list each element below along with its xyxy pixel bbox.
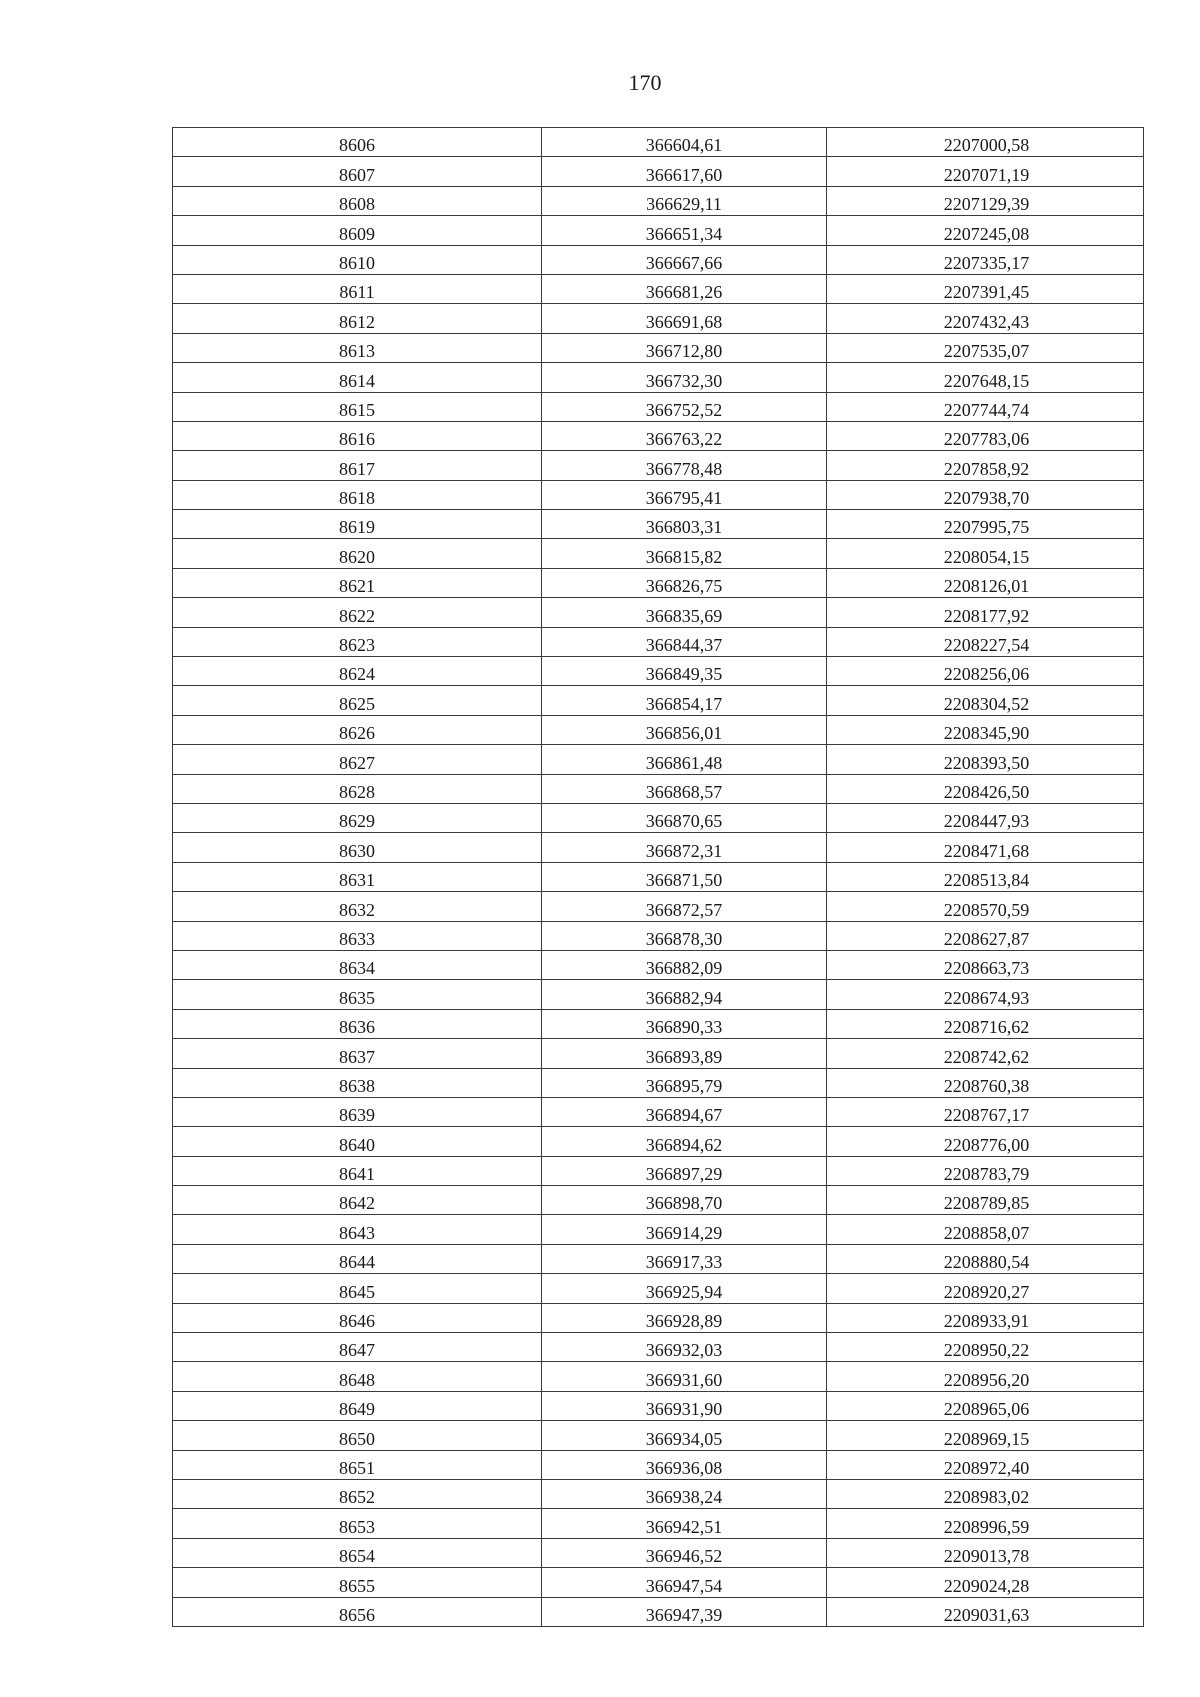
x-coordinate-cell: 366938,24	[542, 1479, 827, 1508]
x-coordinate-cell: 366856,01	[542, 715, 827, 744]
x-coordinate-cell: 366895,79	[542, 1068, 827, 1097]
table-row	[173, 1362, 1144, 1391]
x-coordinate-cell: 366893,89	[542, 1039, 827, 1068]
point-number-cell: 8622	[173, 598, 542, 627]
point-number-cell: 8610	[173, 245, 542, 274]
point-number-cell: 8627	[173, 745, 542, 774]
x-coordinate-cell: 366934,05	[542, 1421, 827, 1450]
point-number-cell: 8647	[173, 1333, 542, 1362]
x-coordinate-cell: 366844,37	[542, 627, 827, 656]
x-coordinate-cell: 366890,33	[542, 1009, 827, 1038]
table-row	[173, 1597, 1144, 1626]
y-coordinate-cell: 2207335,17	[827, 245, 1144, 274]
y-coordinate-cell: 2207391,45	[827, 274, 1144, 303]
table-row	[173, 1244, 1144, 1273]
table-row	[173, 657, 1144, 686]
table-row	[173, 480, 1144, 509]
point-number-cell: 8628	[173, 774, 542, 803]
point-number-cell: 8631	[173, 862, 542, 891]
point-number-cell: 8613	[173, 333, 542, 362]
point-number-cell: 8606	[173, 128, 542, 157]
x-coordinate-cell: 366946,52	[542, 1538, 827, 1567]
y-coordinate-cell: 2208716,62	[827, 1009, 1144, 1038]
x-coordinate-cell: 366752,52	[542, 392, 827, 421]
y-coordinate-cell: 2208767,17	[827, 1097, 1144, 1126]
coordinates-table-body	[173, 128, 1144, 1627]
x-coordinate-cell: 366882,09	[542, 950, 827, 979]
y-coordinate-cell: 2207432,43	[827, 304, 1144, 333]
table-row	[173, 510, 1144, 539]
table-row	[173, 1391, 1144, 1420]
point-number-cell: 8652	[173, 1479, 542, 1508]
x-coordinate-cell: 366931,90	[542, 1391, 827, 1420]
table-row	[173, 421, 1144, 450]
y-coordinate-cell: 2208393,50	[827, 745, 1144, 774]
point-number-cell: 8624	[173, 657, 542, 686]
table-row	[173, 392, 1144, 421]
point-number-cell: 8642	[173, 1186, 542, 1215]
point-number-cell: 8640	[173, 1127, 542, 1156]
y-coordinate-cell: 2208256,06	[827, 657, 1144, 686]
table-row	[173, 245, 1144, 274]
table-row	[173, 950, 1144, 979]
x-coordinate-cell: 366795,41	[542, 480, 827, 509]
y-coordinate-cell: 2208447,93	[827, 803, 1144, 832]
x-coordinate-cell: 366898,70	[542, 1186, 827, 1215]
table-row	[173, 157, 1144, 186]
table-row	[173, 1039, 1144, 1068]
table-row	[173, 1450, 1144, 1479]
y-coordinate-cell: 2208983,02	[827, 1479, 1144, 1508]
point-number-cell: 8636	[173, 1009, 542, 1038]
table-row	[173, 1303, 1144, 1332]
y-coordinate-cell: 2208742,62	[827, 1039, 1144, 1068]
x-coordinate-cell: 366917,33	[542, 1244, 827, 1273]
x-coordinate-cell: 366882,94	[542, 980, 827, 1009]
y-coordinate-cell: 2209024,28	[827, 1568, 1144, 1597]
x-coordinate-cell: 366681,26	[542, 274, 827, 303]
x-coordinate-cell: 366667,66	[542, 245, 827, 274]
table-row	[173, 1009, 1144, 1038]
y-coordinate-cell: 2209031,63	[827, 1597, 1144, 1626]
y-coordinate-cell: 2208965,06	[827, 1391, 1144, 1420]
y-coordinate-cell: 2208674,93	[827, 980, 1144, 1009]
y-coordinate-cell: 2208663,73	[827, 950, 1144, 979]
point-number-cell: 8612	[173, 304, 542, 333]
point-number-cell: 8632	[173, 892, 542, 921]
y-coordinate-cell: 2208345,90	[827, 715, 1144, 744]
x-coordinate-cell: 366870,65	[542, 803, 827, 832]
point-number-cell: 8625	[173, 686, 542, 715]
x-coordinate-cell: 366835,69	[542, 598, 827, 627]
table-row	[173, 1068, 1144, 1097]
table-row	[173, 1274, 1144, 1303]
y-coordinate-cell: 2208920,27	[827, 1274, 1144, 1303]
y-coordinate-cell: 2208426,50	[827, 774, 1144, 803]
table-row	[173, 1097, 1144, 1126]
x-coordinate-cell: 366854,17	[542, 686, 827, 715]
point-number-cell: 8618	[173, 480, 542, 509]
y-coordinate-cell: 2208783,79	[827, 1156, 1144, 1185]
x-coordinate-cell: 366629,11	[542, 186, 827, 215]
x-coordinate-cell: 366936,08	[542, 1450, 827, 1479]
table-row	[173, 1509, 1144, 1538]
table-row	[173, 833, 1144, 862]
y-coordinate-cell: 2207245,08	[827, 216, 1144, 245]
y-coordinate-cell: 2207000,58	[827, 128, 1144, 157]
x-coordinate-cell: 366803,31	[542, 510, 827, 539]
x-coordinate-cell: 366732,30	[542, 363, 827, 392]
y-coordinate-cell: 2207783,06	[827, 421, 1144, 450]
point-number-cell: 8634	[173, 950, 542, 979]
table-row	[173, 216, 1144, 245]
point-number-cell: 8653	[173, 1509, 542, 1538]
x-coordinate-cell: 366651,34	[542, 216, 827, 245]
point-number-cell: 8608	[173, 186, 542, 215]
x-coordinate-cell: 366712,80	[542, 333, 827, 362]
table-row	[173, 1127, 1144, 1156]
y-coordinate-cell: 2208996,59	[827, 1509, 1144, 1538]
y-coordinate-cell: 2209013,78	[827, 1538, 1144, 1567]
point-number-cell: 8623	[173, 627, 542, 656]
point-number-cell: 8656	[173, 1597, 542, 1626]
x-coordinate-cell: 366878,30	[542, 921, 827, 950]
table-row	[173, 1186, 1144, 1215]
x-coordinate-cell: 366932,03	[542, 1333, 827, 1362]
x-coordinate-cell: 366947,54	[542, 1568, 827, 1597]
point-number-cell: 8639	[173, 1097, 542, 1126]
table-row	[173, 803, 1144, 832]
table-row	[173, 892, 1144, 921]
x-coordinate-cell: 366826,75	[542, 568, 827, 597]
table-row	[173, 274, 1144, 303]
y-coordinate-cell: 2208627,87	[827, 921, 1144, 950]
y-coordinate-cell: 2208972,40	[827, 1450, 1144, 1479]
x-coordinate-cell: 366617,60	[542, 157, 827, 186]
table-row	[173, 539, 1144, 568]
table-row	[173, 568, 1144, 597]
point-number-cell: 8626	[173, 715, 542, 744]
table-row	[173, 1156, 1144, 1185]
y-coordinate-cell: 2207744,74	[827, 392, 1144, 421]
table-row	[173, 1333, 1144, 1362]
page-number: 170	[628, 70, 662, 95]
y-coordinate-cell: 2208471,68	[827, 833, 1144, 862]
table-row	[173, 1421, 1144, 1450]
x-coordinate-cell: 366849,35	[542, 657, 827, 686]
y-coordinate-cell: 2207938,70	[827, 480, 1144, 509]
x-coordinate-cell: 366942,51	[542, 1509, 827, 1538]
coordinates-table	[172, 127, 1144, 1627]
x-coordinate-cell: 366872,57	[542, 892, 827, 921]
point-number-cell: 8614	[173, 363, 542, 392]
point-number-cell: 8641	[173, 1156, 542, 1185]
x-coordinate-cell: 366815,82	[542, 539, 827, 568]
point-number-cell: 8621	[173, 568, 542, 597]
table-row	[173, 686, 1144, 715]
x-coordinate-cell: 366894,62	[542, 1127, 827, 1156]
point-number-cell: 8619	[173, 510, 542, 539]
point-number-cell: 8651	[173, 1450, 542, 1479]
table-row	[173, 598, 1144, 627]
x-coordinate-cell: 366763,22	[542, 421, 827, 450]
y-coordinate-cell: 2208880,54	[827, 1244, 1144, 1273]
table-row	[173, 1479, 1144, 1508]
x-coordinate-cell: 366897,29	[542, 1156, 827, 1185]
table-row	[173, 715, 1144, 744]
table-row	[173, 451, 1144, 480]
y-coordinate-cell: 2207535,07	[827, 333, 1144, 362]
y-coordinate-cell: 2208760,38	[827, 1068, 1144, 1097]
point-number-cell: 8648	[173, 1362, 542, 1391]
point-number-cell: 8644	[173, 1244, 542, 1273]
x-coordinate-cell: 366604,61	[542, 128, 827, 157]
y-coordinate-cell: 2208227,54	[827, 627, 1144, 656]
x-coordinate-cell: 366894,67	[542, 1097, 827, 1126]
y-coordinate-cell: 2207858,92	[827, 451, 1144, 480]
x-coordinate-cell: 366914,29	[542, 1215, 827, 1244]
x-coordinate-cell: 366868,57	[542, 774, 827, 803]
x-coordinate-cell: 366871,50	[542, 862, 827, 891]
y-coordinate-cell: 2208126,01	[827, 568, 1144, 597]
table-row	[173, 304, 1144, 333]
table-row	[173, 1568, 1144, 1597]
y-coordinate-cell: 2207648,15	[827, 363, 1144, 392]
point-number-cell: 8629	[173, 803, 542, 832]
table-row	[173, 980, 1144, 1009]
table-row	[173, 921, 1144, 950]
table-row	[173, 1538, 1144, 1567]
y-coordinate-cell: 2208513,84	[827, 862, 1144, 891]
table-row	[173, 333, 1144, 362]
x-coordinate-cell: 366931,60	[542, 1362, 827, 1391]
point-number-cell: 8645	[173, 1274, 542, 1303]
point-number-cell: 8616	[173, 421, 542, 450]
y-coordinate-cell: 2208054,15	[827, 539, 1144, 568]
point-number-cell: 8617	[173, 451, 542, 480]
y-coordinate-cell: 2208304,52	[827, 686, 1144, 715]
x-coordinate-cell: 366947,39	[542, 1597, 827, 1626]
table-row	[173, 774, 1144, 803]
point-number-cell: 8620	[173, 539, 542, 568]
y-coordinate-cell: 2207995,75	[827, 510, 1144, 539]
x-coordinate-cell: 366778,48	[542, 451, 827, 480]
x-coordinate-cell: 366861,48	[542, 745, 827, 774]
x-coordinate-cell: 366928,89	[542, 1303, 827, 1332]
table-row	[173, 363, 1144, 392]
y-coordinate-cell: 2208776,00	[827, 1127, 1144, 1156]
x-coordinate-cell: 366925,94	[542, 1274, 827, 1303]
table-row	[173, 128, 1144, 157]
y-coordinate-cell: 2208858,07	[827, 1215, 1144, 1244]
x-coordinate-cell: 366691,68	[542, 304, 827, 333]
table-row	[173, 862, 1144, 891]
point-number-cell: 8607	[173, 157, 542, 186]
y-coordinate-cell: 2208933,91	[827, 1303, 1144, 1332]
point-number-cell: 8654	[173, 1538, 542, 1567]
x-coordinate-cell: 366872,31	[542, 833, 827, 862]
y-coordinate-cell: 2207071,19	[827, 157, 1144, 186]
table-row	[173, 1215, 1144, 1244]
y-coordinate-cell: 2208570,59	[827, 892, 1144, 921]
y-coordinate-cell: 2208950,22	[827, 1333, 1144, 1362]
point-number-cell: 8615	[173, 392, 542, 421]
point-number-cell: 8635	[173, 980, 542, 1009]
y-coordinate-cell: 2208789,85	[827, 1186, 1144, 1215]
table-row	[173, 745, 1144, 774]
point-number-cell: 8609	[173, 216, 542, 245]
y-coordinate-cell: 2208956,20	[827, 1362, 1144, 1391]
point-number-cell: 8638	[173, 1068, 542, 1097]
table-row	[173, 627, 1144, 656]
point-number-cell: 8655	[173, 1568, 542, 1597]
point-number-cell: 8633	[173, 921, 542, 950]
point-number-cell: 8650	[173, 1421, 542, 1450]
table-row	[173, 186, 1144, 215]
point-number-cell: 8643	[173, 1215, 542, 1244]
y-coordinate-cell: 2207129,39	[827, 186, 1144, 215]
y-coordinate-cell: 2208969,15	[827, 1421, 1144, 1450]
point-number-cell: 8646	[173, 1303, 542, 1332]
point-number-cell: 8611	[173, 274, 542, 303]
y-coordinate-cell: 2208177,92	[827, 598, 1144, 627]
point-number-cell: 8649	[173, 1391, 542, 1420]
point-number-cell: 8637	[173, 1039, 542, 1068]
point-number-cell: 8630	[173, 833, 542, 862]
